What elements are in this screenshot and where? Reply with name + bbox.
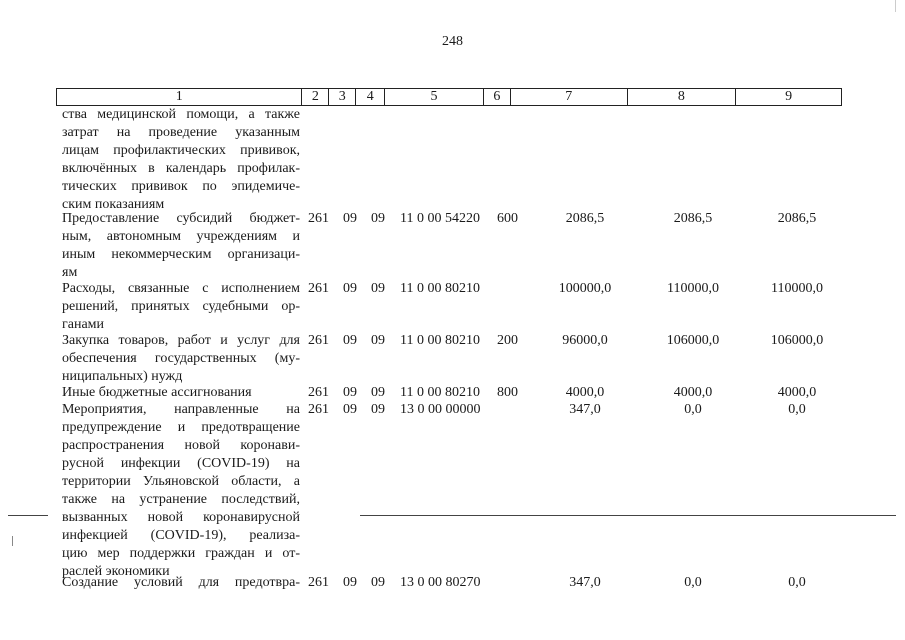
cell-expense-type: 200 [497, 333, 518, 348]
description-line: обеспечения государственных (му- [62, 351, 300, 366]
description-line: решений, принятых судебными ор- [62, 299, 300, 314]
description-line: включённых в календарь профилак- [62, 161, 300, 176]
cell-admin-code: 261 [308, 281, 329, 296]
cell-subsection: 09 [371, 575, 385, 590]
description-line: территории Ульяновской области, а [62, 474, 300, 489]
cell-amount-col7: 2086,5 [565, 211, 605, 226]
cell-admin-code: 261 [308, 333, 329, 348]
cell-target-article: 11 0 00 80210 [400, 281, 480, 296]
table-row-description [62, 574, 300, 592]
cell-amount-col7: 4000,0 [565, 385, 605, 400]
cell-subsection: 09 [371, 402, 385, 417]
header-cell-1: 1 [57, 89, 302, 105]
cell-expense-type: 600 [497, 211, 518, 226]
cell-section: 09 [343, 211, 357, 226]
table-row-description [62, 332, 300, 386]
cell-admin-code: 261 [308, 575, 329, 590]
scan-edge-mark [895, 0, 896, 12]
cell-section: 09 [343, 281, 357, 296]
cell-amount-col7: 100000,0 [558, 281, 612, 296]
cell-section: 09 [343, 402, 357, 417]
cell-section: 09 [343, 575, 357, 590]
description-line: Создание условий для предотвра- [62, 575, 300, 590]
cell-subsection: 09 [371, 211, 385, 226]
description-line: Иные бюджетные ассигнования [62, 385, 252, 400]
description-line: русной инфекции (COVID-19) на [62, 456, 300, 471]
description-line: Предоставление субсидий бюджет- [62, 211, 300, 226]
description-line: затрат на проведение указанным [62, 125, 300, 140]
description-line: предупреждение и предотвращение [62, 420, 300, 435]
description-line: цию мер поддержки граждан и от- [62, 546, 300, 561]
description-line: иным некоммерческим организаци- [62, 247, 300, 262]
cell-expense-type: 800 [497, 385, 518, 400]
description-line: ства медицинской помощи, а также [62, 107, 300, 122]
table-row-description [62, 384, 300, 402]
description-line: ским показаниям [62, 197, 165, 212]
cell-amount-col8: 106000,0 [666, 333, 720, 348]
cell-target-article: 13 0 00 00000 [400, 402, 481, 417]
cell-target-article: 11 0 00 80210 [400, 385, 480, 400]
description-line: тических прививок по эпидемиче- [62, 179, 300, 194]
description-line: Мероприятия, направленные на [62, 402, 300, 417]
table-row-description [62, 280, 300, 334]
header-cell-4: 4 [356, 89, 385, 105]
cell-amount-col9: 0,0 [788, 402, 806, 417]
header-cell-7: 7 [511, 89, 628, 105]
header-cell-3: 3 [329, 89, 356, 105]
cell-amount-col7: 347,0 [569, 575, 601, 590]
cell-admin-code: 261 [308, 385, 329, 400]
scan-fold-line-right [360, 515, 896, 516]
cell-amount-col8: 2086,5 [673, 211, 713, 226]
page-number: 248 [442, 34, 463, 49]
table-header-row [56, 88, 842, 106]
table-row-description [62, 210, 300, 282]
description-line: ям [62, 265, 78, 280]
cell-amount-col8: 0,0 [684, 575, 702, 590]
cell-amount-col9: 106000,0 [770, 333, 824, 348]
cell-amount-col9: 110000,0 [771, 281, 823, 296]
cell-section: 09 [343, 333, 357, 348]
description-line: ганами [62, 317, 105, 332]
header-cell-5: 5 [385, 89, 484, 105]
cell-amount-col8: 110000,0 [667, 281, 719, 296]
description-line: Расходы, связанные с исполнением [62, 281, 300, 296]
cell-amount-col8: 0,0 [684, 402, 702, 417]
description-line: Закупка товаров, работ и услуг для [62, 333, 300, 348]
description-line: раслей экономики [62, 564, 170, 579]
cell-target-article: 11 0 00 54220 [400, 211, 480, 226]
description-line: лицам профилактических прививок, [62, 143, 300, 158]
cell-amount-col7: 347,0 [569, 402, 601, 417]
cell-amount-col7: 96000,0 [562, 333, 608, 348]
cell-amount-col9: 4000,0 [777, 385, 817, 400]
cell-admin-code: 261 [308, 211, 329, 226]
cell-admin-code: 261 [308, 402, 329, 417]
scan-mark [12, 536, 13, 546]
cell-subsection: 09 [371, 281, 385, 296]
description-line: инфекцией (COVID-19), реализа- [62, 528, 300, 543]
cell-target-article: 13 0 00 80270 [400, 575, 481, 590]
cell-subsection: 09 [371, 333, 385, 348]
table-row-description [62, 401, 300, 581]
cell-subsection: 09 [371, 385, 385, 400]
description-line: распространения новой коронави- [62, 438, 300, 453]
cell-amount-col9: 0,0 [788, 575, 806, 590]
description-line: также на устранение последствий, [62, 492, 300, 507]
cell-amount-col8: 4000,0 [673, 385, 713, 400]
header-cell-6: 6 [484, 89, 511, 105]
description-line: вызванных новой коронавирусной [62, 510, 300, 525]
description-line: ным, автономным учреждениям и [62, 229, 300, 244]
table-row-description [62, 106, 300, 214]
scan-fold-line-left [8, 515, 48, 516]
cell-section: 09 [343, 385, 357, 400]
header-cell-9: 9 [785, 89, 793, 104]
description-line: ниципальных) нужд [62, 369, 183, 384]
cell-target-article: 11 0 00 80210 [400, 333, 480, 348]
header-cell-8: 8 [628, 89, 737, 105]
header-cell-2: 2 [302, 89, 329, 105]
cell-amount-col9: 2086,5 [777, 211, 817, 226]
